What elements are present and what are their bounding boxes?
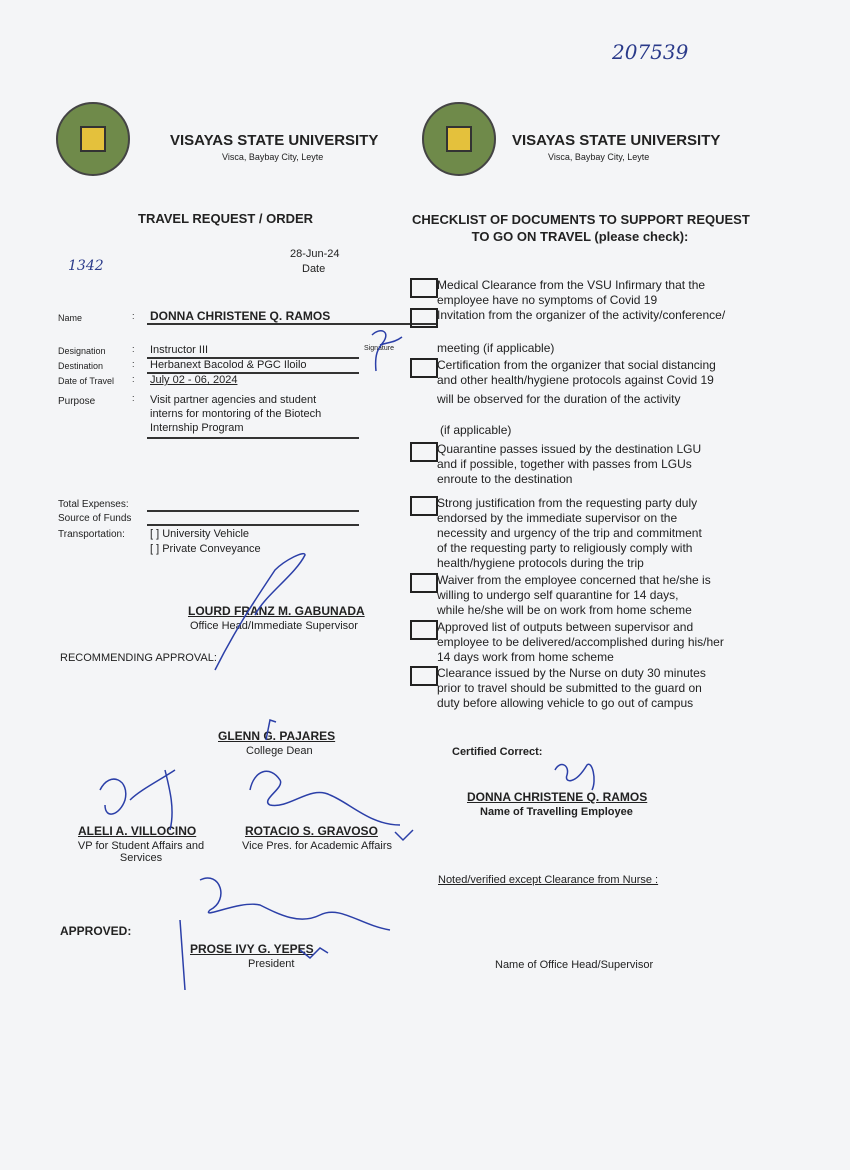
option-university-vehicle[interactable]: [ ] University Vehicle xyxy=(150,528,250,540)
dean-name: GLENN G. PAJARES xyxy=(218,729,336,743)
colon: : xyxy=(132,311,135,321)
purpose-value: Visit partner agencies and student interns for montoring of the Biotech Internship Program xyxy=(150,394,322,434)
date-of-travel-label: Date of Travel xyxy=(58,376,115,386)
employee-title: Name of Travelling Employee xyxy=(480,806,633,818)
vp-student-affairs-title: VP for Student Affairs and Services xyxy=(77,840,205,864)
checklist-item-text: Medical Clearance from the VSU Infirmary that the employee have no symptoms of Covid 19 xyxy=(437,278,706,307)
checklist-item-text: Quarantine passes issued by the destination LGU and if possible, together with passes from LGUs enroute to the destination xyxy=(437,442,702,486)
vp-student-affairs-name: ALELI A. VILLOCINO xyxy=(78,824,197,838)
university-name: VISAYAS STATE UNIVERSITY xyxy=(512,132,721,149)
vp-academic-name: ROTACIO S. GRAVOSO xyxy=(245,824,378,838)
handwritten-ref-number: 1342 xyxy=(68,258,104,274)
form-title: TRAVEL REQUEST / ORDER xyxy=(138,211,314,226)
noted-label: Noted/verified except Clearance from Nurse : xyxy=(438,874,659,886)
checklist-title: CHECKLIST OF DOCUMENTS TO SUPPORT REQUEST TO GO ON TRAVEL (please check): xyxy=(412,212,750,244)
destination-label: Destination xyxy=(58,361,104,371)
option-private-conveyance[interactable]: [ ] Private Conveyance xyxy=(150,543,261,555)
certified-correct-label: Certified Correct: xyxy=(452,746,543,758)
approved-label: APPROVED: xyxy=(60,924,132,938)
dean-title: College Dean xyxy=(246,745,313,757)
colon: : xyxy=(132,393,135,403)
destination-value: Herbanext Bacolod & PGC Iloilo xyxy=(150,359,307,371)
name-label: Name xyxy=(58,313,83,323)
university-name: VISAYAS STATE UNIVERSITY xyxy=(170,132,379,149)
colon: : xyxy=(132,359,135,369)
vp-academic-title: Vice Pres. for Academic Affairs xyxy=(242,840,392,852)
supervisor-name: LOURD FRANZ M. GABUNADA xyxy=(188,604,365,618)
transportation-label: Transportation: xyxy=(58,529,125,540)
date-value: 28-Jun-24 xyxy=(290,248,340,260)
signature-label: Signature xyxy=(364,345,394,352)
president-title: President xyxy=(248,958,295,970)
supervisor-title: Office Head/Immediate Supervisor xyxy=(190,620,358,632)
checklist-item-text: Waiver from the employee concerned that he/she is willing to undergo self quarantine for 14 days, while he/she will be on work from home scheme xyxy=(437,573,711,617)
date-of-travel-value: July 02 - 06, 2024 xyxy=(150,374,238,386)
checklist-item-text: Invitation from the organizer of the activity/conference/ meeting (if applicable) xyxy=(437,308,726,355)
handwritten-doc-number: 207539 xyxy=(612,40,689,64)
president-name: PROSE IVY G. YEPES xyxy=(190,942,314,956)
designation-label: Designation xyxy=(58,346,106,356)
traveler-name: DONNA CHRISTENE Q. RAMOS xyxy=(150,309,331,323)
recommending-approval-label: RECOMMENDING APPROVAL: xyxy=(60,652,217,664)
colon: : xyxy=(132,344,135,354)
date-label: Date xyxy=(302,263,326,275)
purpose-label: Purpose xyxy=(58,396,96,407)
office-head-label: Name of Office Head/Supervisor xyxy=(495,959,654,971)
university-address: Visca, Baybay City, Leyte xyxy=(222,152,324,162)
source-of-funds-label: Source of Funds xyxy=(58,513,132,524)
checklist-item-text: Certification from the organizer that social distancing and other health/hygiene protocols against Covid 19 will be observed for the duration of the activity (if applicable) xyxy=(437,358,716,437)
checklist-item-text: Clearance issued by the Nurse on duty 30 minutes prior to travel should be submitted to the guard on duty before allowing vehicle to go out of campus xyxy=(437,666,706,710)
colon: : xyxy=(132,374,135,384)
employee-name: DONNA CHRISTENE Q. RAMOS xyxy=(467,790,648,804)
university-address: Visca, Baybay City, Leyte xyxy=(548,152,650,162)
checklist-item-text: Strong justification from the requesting party duly endorsed by the immediate supervisor on the necessity and urgency of the trip and commitment of the requesting party to religiously comply with health/hygiene protocols during the trip xyxy=(437,496,702,570)
designation-value: Instructor III xyxy=(150,344,209,356)
checklist-item-text: Approved list of outputs between supervisor and employee to be delivered/accomplished during his/her 14 days work from home scheme xyxy=(437,620,724,664)
total-expenses-label: Total Expenses: xyxy=(58,499,129,510)
